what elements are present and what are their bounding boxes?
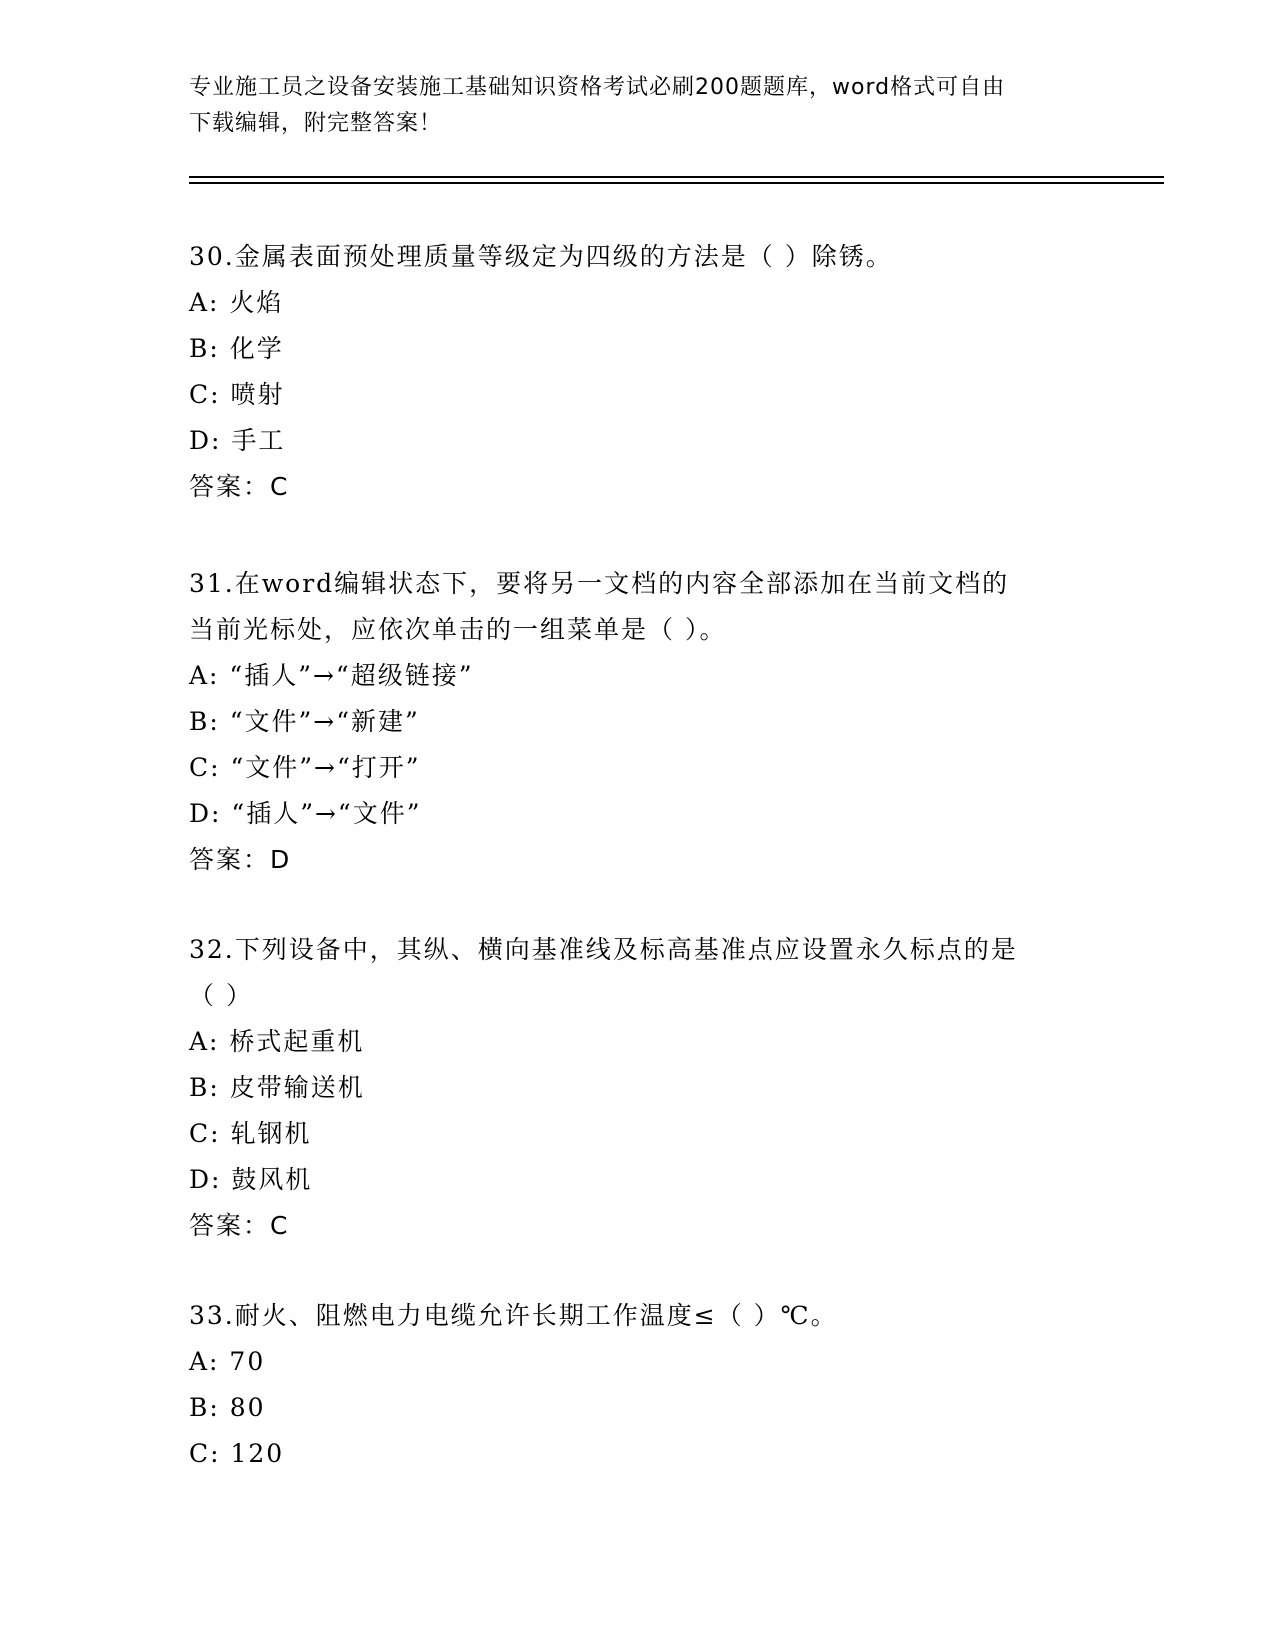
option-b: B: “文件”→“新建” (189, 707, 420, 736)
option-c: C: “文件”→“打开” (189, 753, 421, 782)
header-divider-bottom (189, 182, 1164, 184)
document-header (189, 70, 1089, 142)
question-31 (189, 561, 1089, 883)
header-divider-top (189, 176, 1164, 178)
header-line-2: 下载编辑，附完整答案！ (189, 111, 443, 136)
question-32 (189, 927, 1089, 1249)
question-stem: 30.金属表面预处理质量等级定为四级的方法是（ ）除锈。 (189, 242, 893, 271)
option-b: B: 化学 (189, 334, 284, 363)
option-c: C: 120 (189, 1439, 285, 1468)
question-33 (189, 1293, 1089, 1477)
option-a: A: 70 (189, 1347, 266, 1376)
question-stem: 33.耐火、阻燃电力电缆允许长期工作温度≤（ ）℃。 (189, 1301, 838, 1330)
question-stem: 31.在word编辑状态下，要将另一文档的内容全部添加在当前文档的 (189, 569, 1010, 598)
option-c: C: 喷射 (189, 380, 285, 409)
question-30 (189, 234, 1089, 510)
option-a: A: 桥式起重机 (189, 1027, 365, 1056)
option-b: B: 皮带输送机 (189, 1073, 365, 1102)
question-stem-continued: 当前光标处，应依次单击的一组菜单是（ ）。 (189, 615, 727, 644)
question-stem-continued: （ ） (189, 981, 253, 1010)
header-line-1: 专业施工员之设备安装施工基础知识资格考试必刷200题题库，word格式可自由 (189, 75, 1006, 100)
option-a: A: 火焰 (189, 288, 284, 317)
option-c: C: 轧钢机 (189, 1119, 312, 1148)
option-a: A: “插人”→“超级链接” (189, 661, 474, 690)
answer: 答案：D (189, 845, 292, 874)
option-b: B: 80 (189, 1393, 266, 1422)
option-d: D: 鼓风机 (189, 1165, 313, 1194)
answer: 答案：C (189, 472, 290, 501)
option-d: D: 手工 (189, 426, 286, 455)
question-stem: 32.下列设备中，其纵、横向基准线及标高基准点应设置永久标点的是 (189, 935, 1018, 964)
option-d: D: “插人”→“文件” (189, 799, 422, 828)
answer: 答案：C (189, 1211, 290, 1240)
